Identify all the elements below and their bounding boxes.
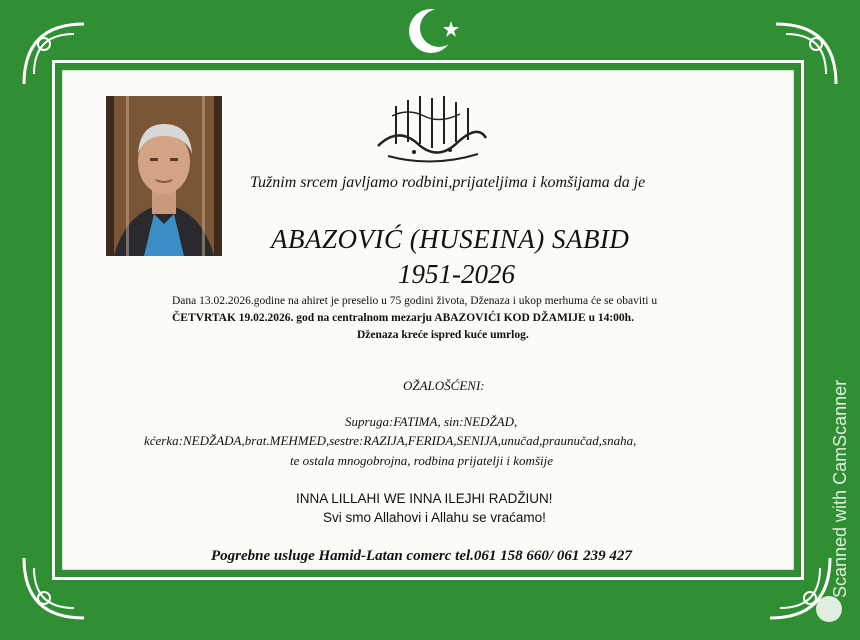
details-line-1: Dana 13.02.2026.godine na ahiret je preselio u 75 godini života, Dženaza i ukop merhuma će se obaviti u <box>172 295 658 307</box>
portrait-photo <box>106 96 222 256</box>
funeral-service-footer: Pogrebne usluge Hamid-Latan comerc tel.061 158 660/ 061 239 427 <box>211 548 632 564</box>
deceased-name: ABAZOVIĆ (HUSEINA) SABID <box>271 224 630 254</box>
scanner-watermark: Scanned with CamScanner <box>830 379 850 598</box>
crescent-star-icon <box>405 4 465 58</box>
mourners-line-2: kćerka:NEDŽADA,brat.MEHMED,sestre:RAZIJA,FERIDA,SENIJA,unučad,praunučad,snaha, <box>144 433 637 448</box>
intro-text: Tužnim srcem javljamo rodbini,prijateljima i komšijama da je <box>250 174 646 191</box>
life-years: 1951-2026 <box>398 259 515 289</box>
mourners-heading: OŽALOŠĆENI: <box>403 378 485 393</box>
details-line-3: Dženaza kreće ispred kuće umrlog. <box>357 329 529 341</box>
camscanner-logo-icon <box>816 596 842 622</box>
prayer-line-1: INNA LILLAHI WE INNA ILEJHI RADŽIUN! <box>296 491 553 506</box>
mourners-line-1: Supruga:FATIMA, sin:NEDŽAD, <box>345 414 518 429</box>
details-line-2: ČETVRTAK 19.02.2026. god na centralnom mezarju ABAZOVIĆI KOD DŽAMIJE u 14:00h. <box>172 312 634 324</box>
prayer-line-2: Svi smo Allahovi i Allahu se vraćamo! <box>323 510 546 525</box>
arabic-calligraphy-icon <box>368 86 496 166</box>
mourners-line-3: te ostala mnogobrojna, rodbina prijatelji i komšije <box>290 453 554 468</box>
